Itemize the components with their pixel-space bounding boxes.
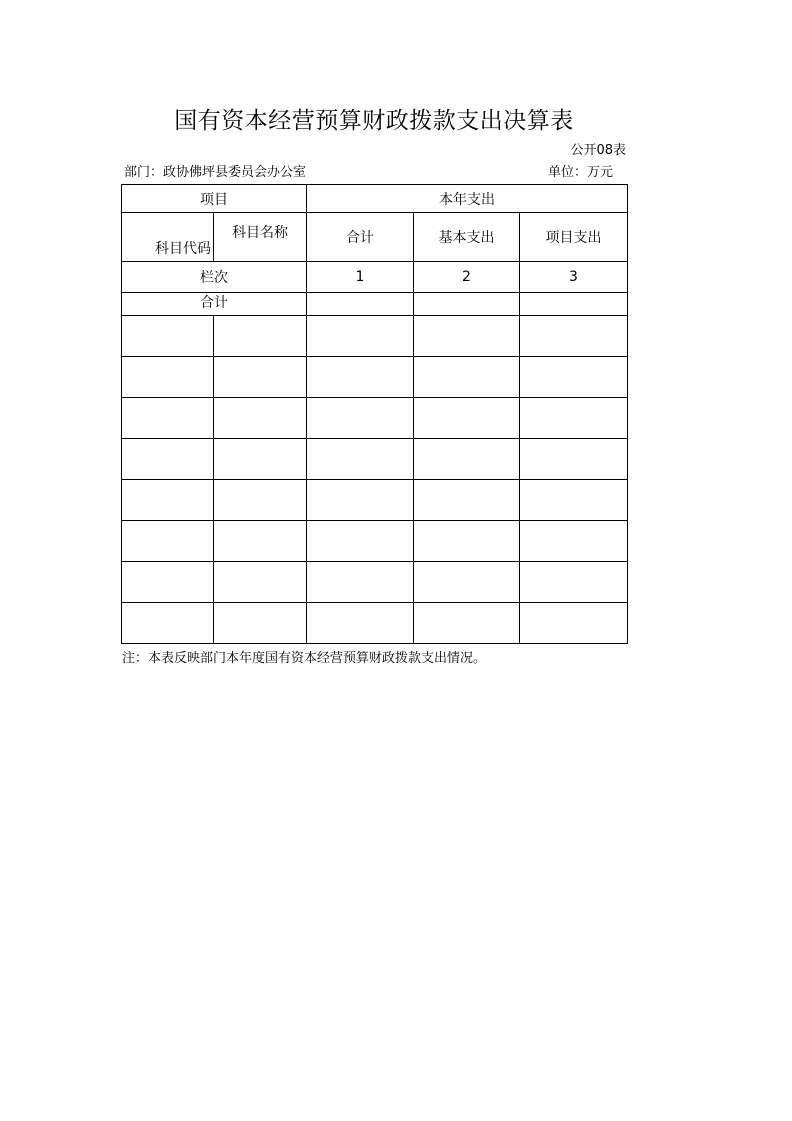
table-row — [122, 439, 628, 480]
table-row — [122, 480, 628, 521]
total-value — [307, 293, 414, 316]
row-name — [214, 316, 307, 357]
seq-label: 栏次 — [122, 262, 307, 293]
row-basic — [414, 603, 520, 644]
seq-1: 1 — [307, 262, 414, 293]
department-label: 部门：政协佛坪县委员会办公室 — [124, 165, 307, 180]
row-name — [214, 439, 307, 480]
row-code — [122, 603, 214, 644]
table-row — [122, 357, 628, 398]
row-basic — [414, 521, 520, 562]
row-total — [307, 439, 414, 480]
row-code — [122, 480, 214, 521]
row-total — [307, 521, 414, 562]
table-row — [122, 316, 628, 357]
row-project — [520, 316, 628, 357]
header-subject-code: 科目代码 — [122, 213, 214, 262]
header-project: 项目 — [122, 185, 307, 213]
row-project — [520, 480, 628, 521]
row-basic — [414, 562, 520, 603]
table-total-row — [122, 293, 628, 316]
total-label: 合计 — [122, 293, 307, 316]
row-total — [307, 562, 414, 603]
form-code: 公开08表 — [570, 143, 626, 158]
expenditure-table — [121, 184, 628, 644]
row-code — [122, 562, 214, 603]
row-code — [122, 521, 214, 562]
table-row — [122, 562, 628, 603]
row-project — [520, 357, 628, 398]
row-name — [214, 603, 307, 644]
row-project — [520, 562, 628, 603]
unit-label: 单位：万元 — [547, 165, 613, 180]
row-name — [214, 480, 307, 521]
row-project — [520, 603, 628, 644]
header-total: 合计 — [307, 213, 414, 262]
footnote: 注：本表反映部门本年度国有资本经营预算财政拨款支出情况。 — [122, 651, 487, 666]
row-name — [214, 357, 307, 398]
table-header-row-2 — [122, 213, 628, 262]
table-row — [122, 398, 628, 439]
total-project-value — [520, 293, 628, 316]
row-code — [122, 398, 214, 439]
row-code — [122, 439, 214, 480]
row-basic — [414, 439, 520, 480]
header-current-year: 本年支出 — [307, 185, 628, 213]
table-seq-row — [122, 262, 628, 293]
table-row — [122, 603, 628, 644]
row-basic — [414, 316, 520, 357]
table-header-row-1 — [122, 185, 628, 213]
row-name — [214, 562, 307, 603]
header-project-exp: 项目支出 — [520, 213, 628, 262]
row-name — [214, 398, 307, 439]
row-total — [307, 398, 414, 439]
row-project — [520, 439, 628, 480]
header-basic: 基本支出 — [414, 213, 520, 262]
row-code — [122, 316, 214, 357]
row-basic — [414, 398, 520, 439]
row-project — [520, 521, 628, 562]
row-basic — [414, 357, 520, 398]
header-subject-name: 科目名称 — [214, 213, 307, 262]
total-basic-value — [414, 293, 520, 316]
row-total — [307, 603, 414, 644]
table-row — [122, 521, 628, 562]
row-code — [122, 357, 214, 398]
row-total — [307, 480, 414, 521]
page-title: 国有资本经营预算财政拨款支出决算表 — [174, 108, 574, 134]
row-basic — [414, 480, 520, 521]
seq-3: 3 — [520, 262, 628, 293]
row-name — [214, 521, 307, 562]
row-total — [307, 357, 414, 398]
row-project — [520, 398, 628, 439]
seq-2: 2 — [414, 262, 520, 293]
row-total — [307, 316, 414, 357]
